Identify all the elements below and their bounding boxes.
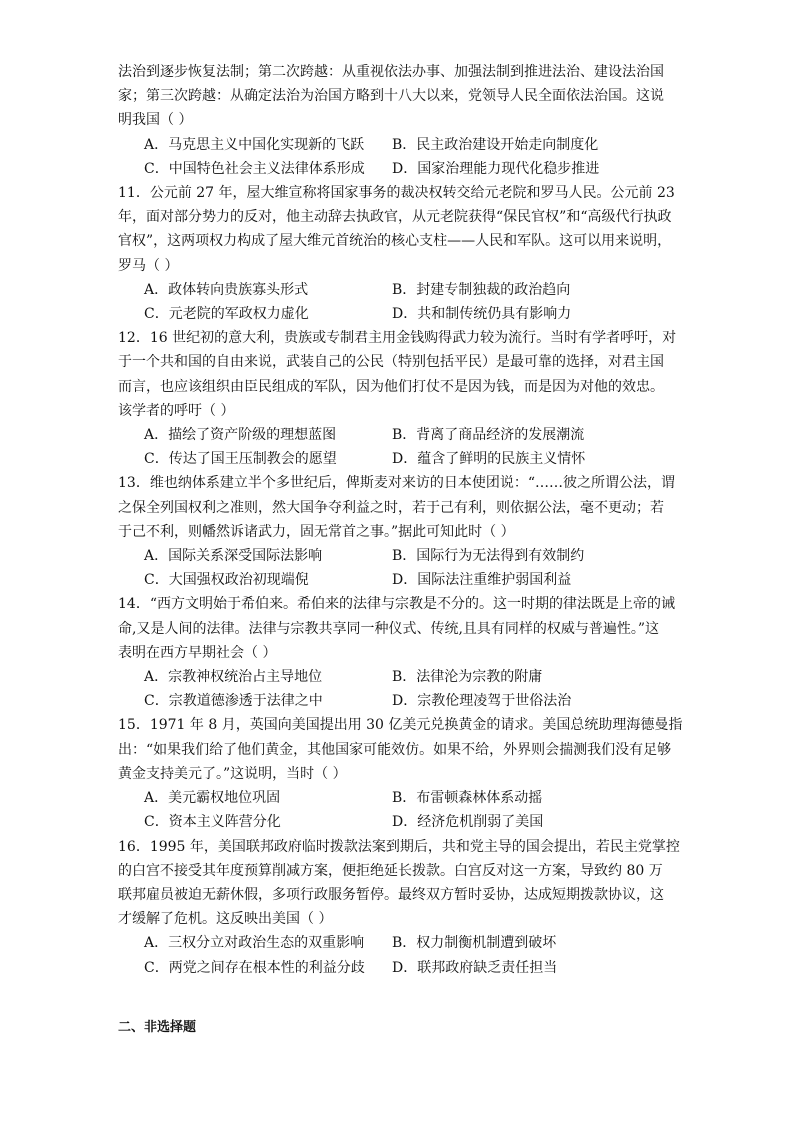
question-10-continuation xyxy=(118,60,678,181)
stem-line: 法治到逐步恢复法制；第二次跨越：从重视依法办事、加强法制到推进法治、建设法治国 xyxy=(118,64,664,80)
option-c: C．宗教道德渗透于法律之中 xyxy=(144,693,323,710)
option-grid xyxy=(118,423,678,471)
option-grid xyxy=(118,133,678,181)
option-grid xyxy=(118,786,678,834)
stem-line: 于一个共和国的自由来说，武装自己的公民（特别包括平民）是最可靠的选择，对君主国 xyxy=(118,354,664,371)
stem-line: 16．1995 年，美国联邦政府临时拨款法案到期后，共和党主导的国会提出，若民主党掌控 xyxy=(118,838,680,855)
question-11 xyxy=(118,181,678,326)
stem-line: 联邦雇员被迫无薪休假，多项行政服务暂停。最终双方暂时妥协，达成短期拨款协议，这 xyxy=(118,886,664,903)
question-12 xyxy=(118,326,678,471)
stem-line: 该学者的呼吁（ ） xyxy=(118,402,235,419)
stem-line: 13．维也纳体系建立半个多世纪后，俾斯麦对来访的日本使团说：“……彼之所谓公法，谓 xyxy=(118,475,675,492)
option-a: A．马克思主义中国化实现新的飞跃 xyxy=(144,136,365,153)
question-16 xyxy=(118,835,678,980)
option-b: B．背离了商品经济的发展潮流 xyxy=(392,427,585,444)
stem-line: 于己不利，则幡然诉诸武力，固无常首之事。”据此可知此时（ ） xyxy=(118,523,515,540)
option-c: C．资本主义阵营分化 xyxy=(144,814,281,831)
option-c: C．大国强权政治初现端倪 xyxy=(144,572,309,589)
option-a: A．描绘了资产阶级的理想蓝图 xyxy=(144,427,337,444)
option-a: A．政体转向贵族寡头形式 xyxy=(144,281,309,298)
option-b: B．封建专制独裁的政治趋向 xyxy=(392,281,571,298)
option-d: D．共和制传统仍具有影响力 xyxy=(392,306,572,323)
option-c: C．元老院的军政权力虚化 xyxy=(144,306,309,323)
option-d: D．经济危机削弱了美国 xyxy=(392,814,544,831)
section-heading: 二、非选择题 xyxy=(118,1020,197,1035)
option-c: C．中国特色社会主义法律体系形成 xyxy=(144,160,365,177)
stem-line: 15．1971 年 8 月，英国向美国提出用 30 亿美元兑换黄金的请求。美国总统助理海德曼指 xyxy=(118,717,683,734)
stem-line: 家；第三次跨越：从确定法治为治国方略到十八大以来，党领导人民全面依法治国。这说 xyxy=(118,88,664,105)
option-a: A．三权分立对政治生态的双重影响 xyxy=(144,935,365,952)
stem-line: 官权”，这两项权力构成了屋大维元首统治的核心支柱——人民和军队。这可以用来说明， xyxy=(118,233,672,250)
option-d: D．蕴含了鲜明的民族主义情怀 xyxy=(392,451,586,468)
question-14 xyxy=(118,592,678,713)
option-b: B．国际行为无法得到有效制约 xyxy=(392,548,585,565)
stem-line: 命,又是人间的法律。法律与宗教共享同一种仪式、传统,且具有同样的权威与普遍性。”这 xyxy=(118,620,660,637)
question-15 xyxy=(118,713,683,834)
option-b: B．布雷顿森林体系动摇 xyxy=(392,790,543,807)
option-b: B．权力制衡机制遭到破坏 xyxy=(392,935,557,952)
stem-line: 11．公元前 27 年，屋大维宣称将国家事务的裁决权转交给元老院和罗马人民。公元前 23 xyxy=(118,185,675,202)
option-d: D．国家治理能力现代化稳步推进 xyxy=(392,160,600,177)
option-d: D．联邦政府缺乏责任担当 xyxy=(392,959,558,976)
option-grid xyxy=(118,278,678,326)
stem-line: 年，面对部分势力的反对，他主动辞去执政官，从元老院获得“保民官权”和“高级代行执政 xyxy=(118,209,672,226)
option-a: A．宗教神权统治占主导地位 xyxy=(144,669,323,686)
stem-line: 12．16 世纪初的意大利，贵族或专制君主用金钱购得武力较为流行。当时有学者呼吁，对 xyxy=(118,330,677,347)
stem-line: 黄金支持美元了。”这说明，当时（ ） xyxy=(118,765,347,782)
question-13 xyxy=(118,471,678,592)
option-b: B．民主政治建设开始走向制度化 xyxy=(392,136,599,153)
stem-line: 才缓解了危机。这反映出美国（ ） xyxy=(118,911,333,928)
stem-line: 表明在西方早期社会（ ） xyxy=(118,644,277,661)
option-c: C．传达了国王压制教会的愿望 xyxy=(144,451,337,468)
option-d: D．宗教伦理凌驾于世俗法治 xyxy=(392,693,572,710)
option-a: A．美元霸权地位巩固 xyxy=(144,790,281,807)
stem-line: 之保全列国权利之准则，然大国争夺利益之时，若于己有利，则依据公法，毫不更动；若 xyxy=(118,499,664,516)
question-list xyxy=(118,60,683,980)
stem-line: 出：“如果我们给了他们黄金，其他国家可能效仿。如果不给，外界则会揣测我们没有足够 xyxy=(118,741,672,758)
option-grid xyxy=(118,665,678,713)
stem-line: 罗马（ ） xyxy=(118,257,179,274)
stem-line: 的白宫不接受其年度预算削减方案，便拒绝延长拨款。白宫反对这一方案，导致约 80 万 xyxy=(118,862,663,879)
option-b: B．法律沦为宗教的附庸 xyxy=(392,669,543,686)
option-grid xyxy=(118,931,678,979)
option-grid xyxy=(118,544,678,592)
option-c: C．两党之间存在根本性的利益分歧 xyxy=(144,959,365,976)
option-d: D．国际法注重维护弱国利益 xyxy=(392,572,572,589)
stem-line: 14．“西方文明始于希伯来。希伯来的法律与宗教是不分的。这一时期的律法既是上帝的诫 xyxy=(118,596,675,613)
option-a: A．国际关系深受国际法影响 xyxy=(144,548,323,565)
stem-line: 而言，也应该组织由臣民组成的军队，因为他们打仗不是因为钱，而是因为对他的效忠。 xyxy=(118,378,664,395)
stem-line: 明我国（ ） xyxy=(118,112,193,129)
